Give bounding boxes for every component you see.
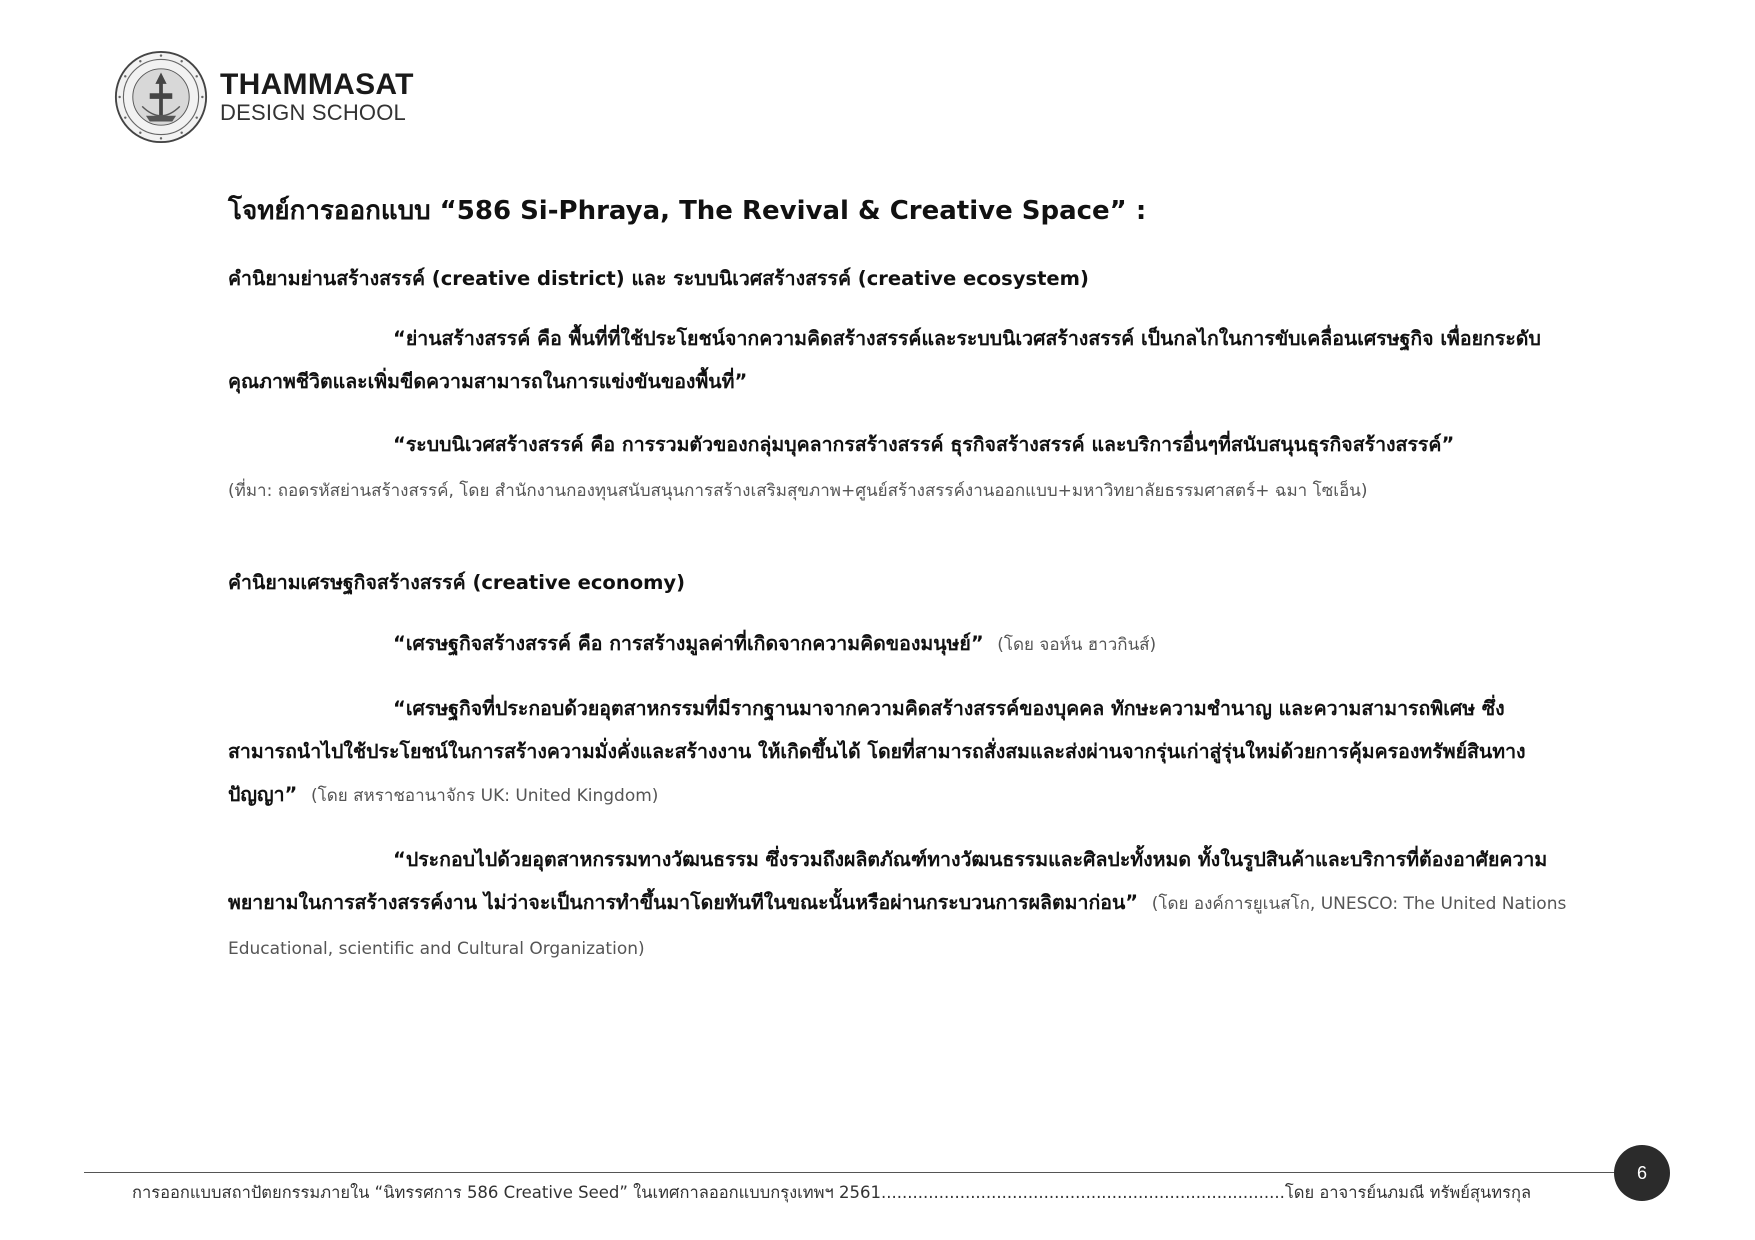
- logo-title: THAMMASAT: [220, 68, 414, 101]
- logo: [114, 50, 414, 144]
- page-number-badge: [1614, 1145, 1670, 1201]
- definition-economy-1: [228, 622, 1573, 667]
- page-number: 6: [1636, 1162, 1647, 1183]
- page-title: โจทย์การออกแบบ “586 Si-Phraya, The Revival & Creative Space” :: [228, 196, 1147, 226]
- footer-text: การออกแบบสถาปัตยกรรมภายใน “นิทรรศการ 586 Creative Seed” ในเทศกาลออกแบบกรุงเทพฯ 2561.............................................................................โดย อาจารย์นภมณี ทรัพย์สุนทรกุล: [132, 1183, 1532, 1202]
- definition-economy-3-source: (โดย องค์การยูเนสโก, UNESCO: The United Nations Educational, scientific and Cultural Organization): [228, 893, 1567, 959]
- source-note: (ที่มา: ถอดรหัสย่านสร้างสรรค์, โดย สำนักงานกองทุนสนับสนุนการสร้างเสริมสุขภาพ+ศูนย์สร้างสรรค์งานออกแบบ+มหาวิทยาลัยธรรมศาสตร์+ ฉมา โซเอ็น): [228, 481, 1368, 502]
- definition-economy-2-text: “เศรษฐกิจที่ประกอบด้วยอุตสาหกรรมที่มีรากฐานมาจากความคิดสร้างสรรค์ของบุคคล ทักษะความชำนาญ และความสามารถพิเศษ ซึ่งสามารถนำไปใช้ประโยชน์ในการสร้างความมั่งคั่งและสร้างงาน ให้เกิดขึ้นได้ โดยที่สามารถสั่งสมและส่งผ่านจากรุ่นเก่าสู่รุ่นใหม่ด้วยการคุ้มครองทรัพย์สินทางปัญญา”: [228, 696, 1526, 806]
- definition-economy-2: [228, 687, 1573, 818]
- definition-creative-district: “ย่านสร้างสรรค์ คือ พื้นที่ที่ใช้ประโยชน์จากความคิดสร้างสรรค์และระบบนิเวศสร้างสรรค์ เป็นกลไกในการขับเคลื่อนเศรษฐกิจ เพื่อยกระดับคุณภาพชีวิตและเพิ่มขีดความสามารถในการแข่งขันของพื้นที่”: [228, 327, 1541, 394]
- document-body: [228, 195, 1573, 971]
- university-seal-icon: [114, 50, 208, 144]
- definition-economy-1-source: (โดย จอห์น ฮาวกินส์): [997, 634, 1157, 655]
- footer-divider: [84, 1172, 1614, 1173]
- section-heading-creative-economy: คำนิยามเศรษฐกิจสร้างสรรค์ (creative economy): [228, 571, 686, 595]
- definition-economy-1-text: “เศรษฐกิจสร้างสรรค์ คือ การสร้างมูลค่าที่เกิดจากความคิดของมนุษย์”: [393, 631, 984, 655]
- definition-creative-ecosystem: “ระบบนิเวศสร้างสรรค์ คือ การรวมตัวของกลุ่มบุคลากรสร้างสรรค์ ธุรกิจสร้างสรรค์ และบริการอื่นๆที่สนับสนุนธุรกิจสร้างสรรค์”: [393, 433, 1455, 457]
- logo-subtitle: DESIGN SCHOOL: [220, 100, 406, 125]
- section-heading-creative-district: คำนิยามย่านสร้างสรรค์ (creative district) และ ระบบนิเวศสร้างสรรค์ (creative ecosystem): [228, 266, 1089, 290]
- definition-economy-2-source: (โดย สหราชอานาจักร UK: United Kingdom): [310, 785, 659, 806]
- definition-economy-3: [228, 838, 1573, 971]
- definition-economy-3-text: “ประกอบไปด้วยอุตสาหกรรมทางวัฒนธรรม ซึ่งรวมถึงผลิตภัณฑ์ทางวัฒนธรรมและศิลปะทั้งหมด ทั้งในรูปสินค้าและบริการที่ต้องอาศัยความพยายามในการสร้างสรรค์งาน ไม่ว่าจะเป็นการทำขึ้นมาโดยทันทีในขณะนั้นหรือผ่านกระบวนการผลิตมาก่อน”: [228, 847, 1548, 914]
